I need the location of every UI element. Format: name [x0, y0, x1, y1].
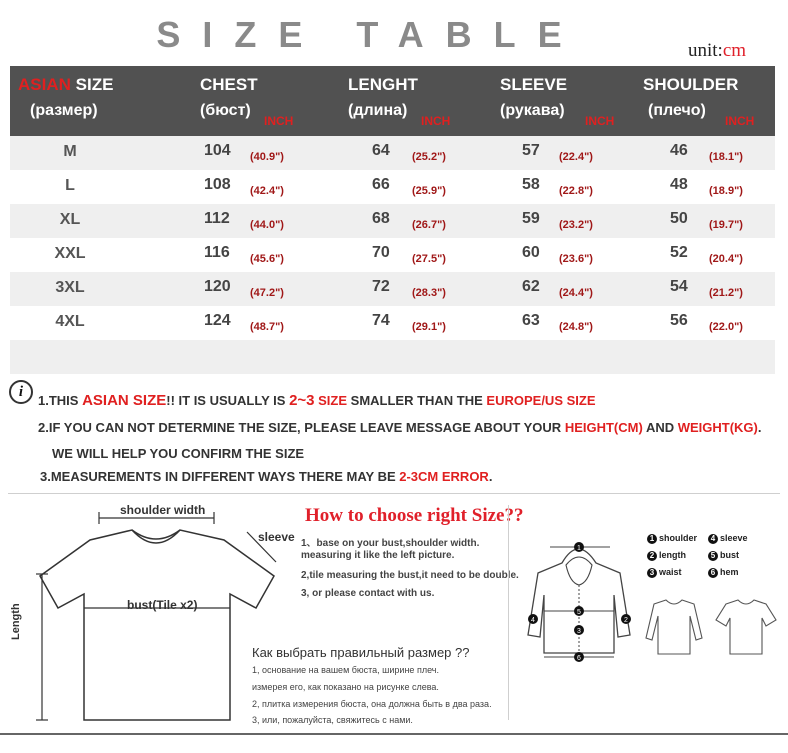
- bottom-rule: [0, 733, 788, 735]
- table-row: M 104 (40.9") 64 (25.2") 57 (22.4") 46 (18.1"): [10, 136, 775, 170]
- how-to-line: 2,tile measuring the bust,it need to be double.: [301, 570, 519, 581]
- svg-text:1: 1: [577, 545, 581, 552]
- legend-bust: 5 bust: [708, 550, 739, 561]
- svg-text:2: 2: [624, 617, 628, 624]
- how-to-line: 3, or please contact with us.: [301, 588, 435, 599]
- page-title: SIZE TABLE: [156, 14, 584, 55]
- label-length: Length: [10, 603, 22, 640]
- label-shoulder-width: shoulder width: [120, 503, 206, 517]
- table-empty-row: [10, 340, 775, 374]
- table-row: 4XL 124 (48.7") 74 (29.1") 63 (24.8") 56 (22.0"): [55, 312, 743, 333]
- svg-text:6: 6: [577, 655, 581, 662]
- legend-shoulder: 1 shoulder: [647, 533, 697, 544]
- table-row: L 108 (42.4") 66 (25.9") 58 (22.8") 48 (18.9"): [65, 176, 743, 197]
- ru-line: 1, основание на вашем бюста, ширине плеч.: [252, 665, 439, 675]
- svg-text:4: 4: [531, 617, 535, 624]
- ru-line: 3, или, пожалуйста, свяжитесь с нами.: [252, 715, 413, 725]
- table-row: XL 112 (44.0") 68 (26.7") 59 (23.2") 50 (19.7"): [10, 204, 775, 238]
- svg-text:5: 5: [577, 609, 581, 616]
- legend-length: 2 length: [647, 550, 686, 561]
- how-to-line: measuring it like the left picture.: [301, 550, 455, 561]
- note-1: 1.THIS ASIAN SIZE!! IT IS USUALLY IS 2~3 SIZE SMALLER THAN THE EUROPE/US SIZE: [38, 392, 596, 409]
- legend-sleeve: 4 sleeve: [708, 533, 748, 544]
- how-to-title: How to choose right Size??: [305, 505, 524, 526]
- unit-label: unit:cm: [688, 40, 747, 61]
- table-row: XXL 116 (45.6") 70 (27.5") 60 (23.6") 52 (20.4"): [54, 244, 743, 265]
- size-table: [10, 136, 775, 374]
- note-2b: WE WILL HELP YOU CONFIRM THE SIZE: [52, 446, 305, 461]
- label-bust: bust(Tile x2): [127, 598, 198, 612]
- ru-line: 2, плитка измерения бюста, она должна быть в два раза.: [252, 699, 492, 709]
- legend-waist: 3 waist: [647, 567, 682, 578]
- table-header: ASIAN SIZE (размер) CHEST (бюст) INCH LENGHT (длина) INCH SLEEVE (рукава) INCH SHOULDER (плечо) INCH: [10, 66, 775, 136]
- note-3: 3.MEASUREMENTS IN DIFFERENT WAYS THERE MAY BE 2-3CM ERROR.: [40, 469, 493, 484]
- note-2: 2.IF YOU CAN NOT DETERMINE THE SIZE, PLEASE LEAVE MESSAGE ABOUT YOUR HEIGHT(CM) AND WEIGHT(KG).: [38, 420, 762, 435]
- ru-line: измерея его, как показано на рисунке слева.: [252, 682, 439, 692]
- section-divider: [8, 493, 780, 494]
- hoodie-diagram: [520, 535, 638, 665]
- legend-hem: 6 hem: [708, 567, 739, 578]
- small-shirts-icon: [640, 598, 780, 656]
- table-row: 3XL 120 (47.2") 72 (28.3") 62 (24.4") 54 (21.2"): [10, 272, 775, 306]
- panel-divider: [508, 505, 509, 720]
- svg-text:3: 3: [577, 628, 581, 635]
- ru-title: Как выбрать правильный размер ??: [252, 645, 470, 660]
- how-to-line: 1、base on your bust,shoulder width.: [301, 538, 480, 549]
- label-sleeve: sleeve: [258, 530, 295, 544]
- info-icon: i: [9, 380, 33, 404]
